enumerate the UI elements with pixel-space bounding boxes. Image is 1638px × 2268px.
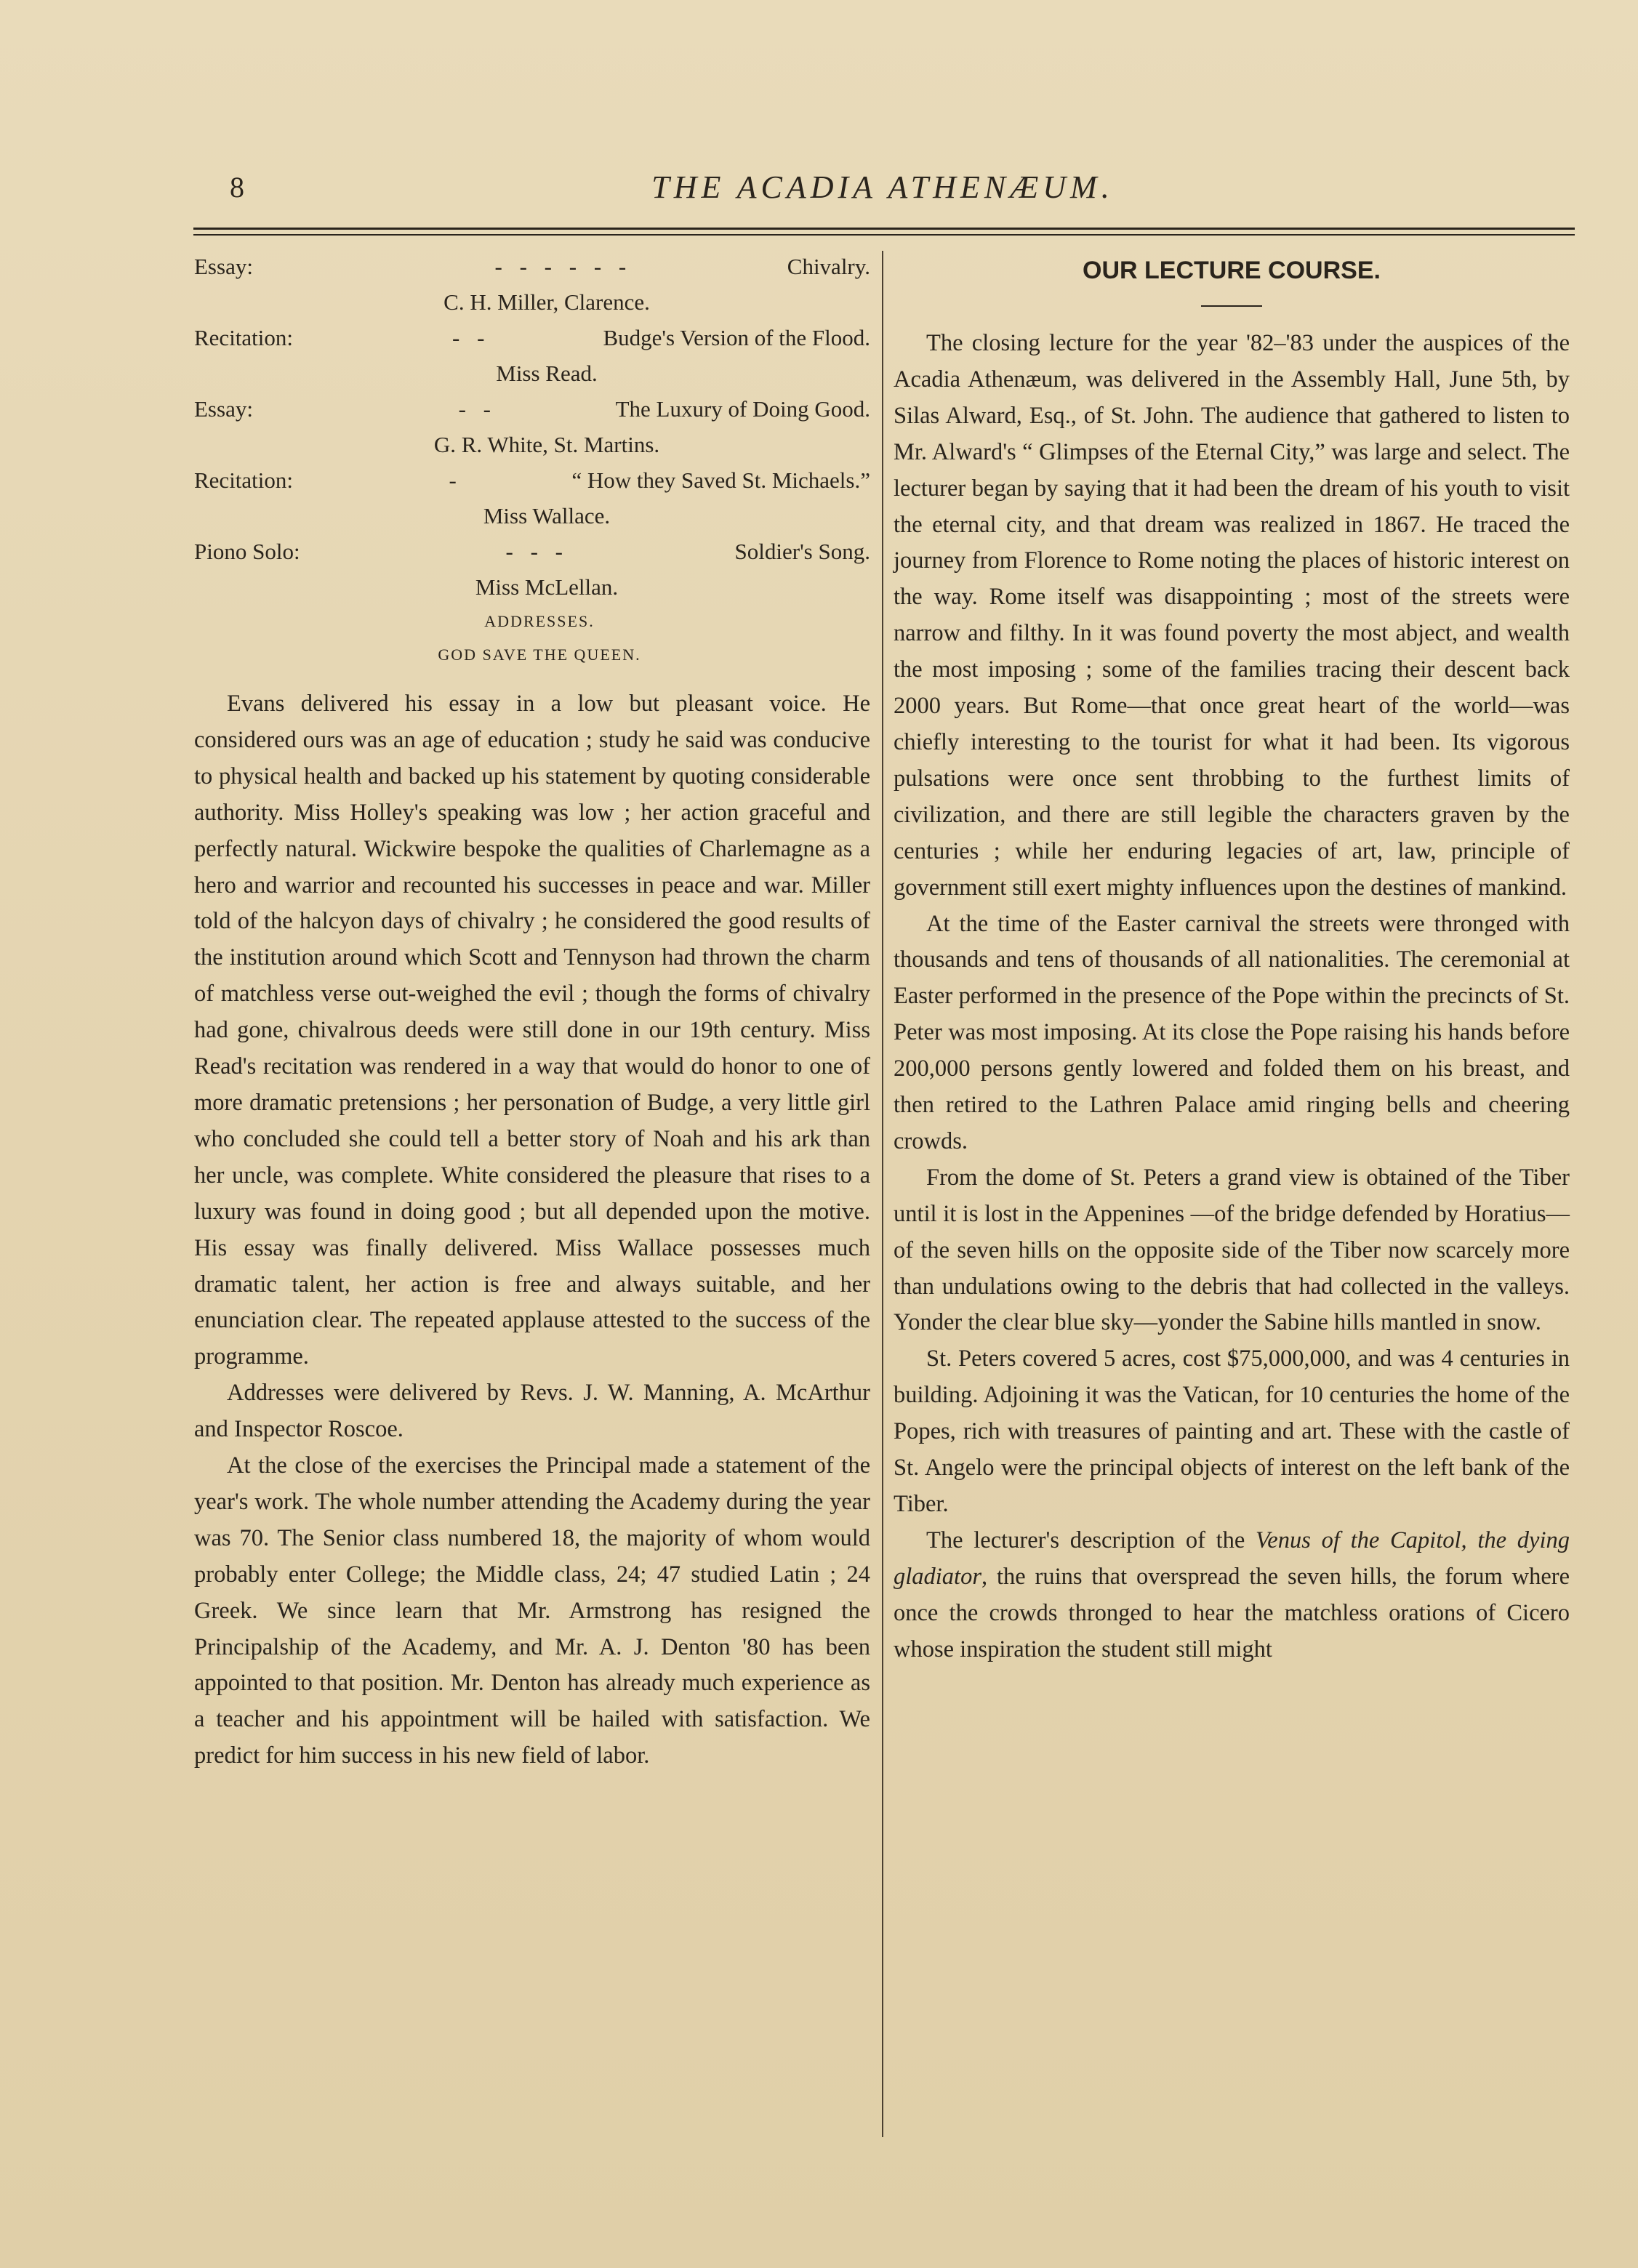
heading-rule: [1201, 305, 1262, 307]
programme-item-dots: - - -: [505, 539, 569, 564]
programme-closing: GOD SAVE THE QUEEN.: [438, 646, 641, 664]
header-rule-thin: [193, 234, 1575, 236]
column-divider: [882, 251, 883, 2137]
lecture-article-text: [894, 326, 1570, 1668]
page-number: 8: [230, 171, 244, 204]
programme-item-title: Soldier's Song.: [734, 539, 870, 564]
paragraph: Evans delivered his essay in a low but pleasant voice. He considered ours was an age of education ; study he said was conducive to physical health and backed up his statement by quoting considerable authority. Miss Holley's speaking was low ; her action graceful and perfectly natural. Wickwire bespoke the qualities of Charlemagne as a hero and warrior and recounted his successes in peace and war. Miller told of the halcyon days of chivalry ; he considered the good results of the institution around which Scott and Tennyson had thrown the charm of matchless verse out-weighed the evil ; though the forms of chivalry had gone, chivalrous deeds were still done in our 19th century. Miss Read's recitation was rendered in a way that would do honor to one of more dramatic pretensions ; her personation of Budge, a very little girl who concluded she could tell a better story of Noah and his ark than her uncle, was complete. White considered the pleasure that rises to a luxury was found in doing good ; but all depended upon the motive. His essay was finally delivered. Miss Wallace possesses much dramatic talent, her action is free and always suitable, and her enunciation clear. The repeated applause attested to the success of the programme.: [194, 691, 870, 1370]
programme-item-dots: -: [449, 467, 462, 493]
programme-item-title: The Luxury of Doing Good.: [615, 396, 870, 422]
programme-item-type: Essay:: [194, 396, 253, 422]
programme-item-performer: Miss McLellan.: [475, 574, 619, 600]
paragraph: The closing lecture for the year '82–'83 under the auspices of the Acadia Athenæum, was delivered in the Assembly Hall, June 5th, by Silas Alward, Esq., of St. John. The audience that gathered to listen to Mr. Alward's “ Glimpses of the Eternal City,” was large and select. The lecturer began by saying that it had been the dream of his youth to visit the eternal city, and that dream was realized in 1867. He traced the journey from Florence to Rome noting the places of historic interest on the way. Rome itself was disappointing ; most of the streets were narrow and filthy. In it was found poverty the most abject, and wealth the most imposing ; some of the families tracing their descent back 2000 years. But Rome—that once great heart of the world—was chiefly interesting to the tourist for what it had been. Its vigorous pulsations were once sent throbbing to the furthest limits of civilization, and there are still legible the characters graven by the centuries ; while her enduring legacies of art, law, principle of government still exert mighty influences upon the destines of mankind.: [894, 330, 1570, 901]
programme-item: [194, 462, 870, 499]
programme-item-dots: - - - - - -: [494, 254, 633, 279]
left-article-text: [194, 686, 870, 1774]
programme-item-title: “ How they Saved St. Michaels.”: [571, 467, 870, 493]
section-heading: OUR LECTURE COURSE.: [1083, 257, 1381, 284]
left-column: [194, 249, 870, 1774]
programme-item-type: Essay:: [194, 254, 253, 279]
programme-item: [194, 534, 870, 570]
paragraph: At the close of the exercises the Principal made a statement of the year's work. The whole number attending the Academy during the year was 70. The Senior class numbered 18, the majority of whom would probably enter College; the Middle class, 24; 47 studied Latin ; 24 Greek. We since learn that Mr. Armstrong has resigned the Principalship of the Academy, and Mr. A. J. Denton '80 has been appointed to that position. Mr. Denton has already much experience as a teacher and his appointment will be hailed with satisfaction. We predict for him success in his new field of labor.: [194, 1452, 870, 1769]
paragraph: St. Peters covered 5 acres, cost $75,000,000, and was 4 centuries in building. Adjoining it was the Vatican, for 10 centuries the home of the Popes, rich with treasures of painting and art. These with the castle of St. Angelo were the principal objects of interest on the left bank of the Tiber.: [894, 1346, 1570, 1517]
header-rule-thick: [193, 228, 1575, 230]
programme-addresses: ADDRESSES.: [484, 612, 595, 630]
programme-item-title: Chivalry.: [787, 254, 870, 279]
programme-item-performer: G. R. White, St. Martins.: [433, 432, 660, 457]
paragraph: From the dome of St. Peters a grand view is obtained of the Tiber until it is lost in the Appenines —of the bridge defended by Horatius—of the seven hills on the opposite side of the Tiber now scarcely more than undulations owing to the debris that had collected in the valleys. Yonder the clear blue sky—yonder the Sabine hills mantled in snow.: [894, 1164, 1570, 1336]
journal-title: THE ACADIA ATHENÆUM.: [651, 169, 1114, 205]
programme-item-type: Recitation:: [194, 467, 294, 493]
programme-item-dots: - -: [458, 396, 497, 422]
right-column: [894, 249, 1570, 1668]
programme-item: [194, 249, 870, 285]
paragraph: [894, 1523, 1570, 1668]
programme-item-title: Budge's Version of the Flood.: [603, 325, 870, 350]
programme-item: [194, 391, 870, 427]
text-run: The lecturer's description of the: [926, 1527, 1256, 1553]
programme-item-type: Recitation:: [194, 325, 294, 350]
programme-item-dots: - -: [452, 325, 491, 350]
text-run: , the ruins that overspread the seven hills, the forum where once the crowds thronged to hear the matchless orations of Cicero whose inspiration the student still might: [894, 1563, 1570, 1662]
paragraph: Addresses were delivered by Revs. J. W. Manning, A. McArthur and Inspector Roscoe.: [194, 1380, 870, 1443]
programme-item-performer: Miss Wallace.: [483, 503, 611, 528]
programme-item: [194, 320, 870, 356]
programme-item-type: Piono Solo:: [194, 539, 300, 564]
programme-item-performer: C. H. Miller, Clarence.: [443, 289, 650, 315]
page-header: [192, 169, 1573, 212]
programme-item-performer: Miss Read.: [496, 361, 598, 386]
paragraph: At the time of the Easter carnival the streets were thronged with thousands and tens of thousands of all nationalities. The ceremonial at Easter performed in the presence of the Pope within the precincts of St. Peter was most imposing. At its close the Pope raising his hands before 200,000 persons gently lowered and folded them on his breast, and then retired to the Lathren Palace amid ringing bells and cheering crowds.: [894, 910, 1570, 1154]
italic-text-run: Venus of the Capitol, the dying gladiator: [894, 1527, 1570, 1590]
programme-list: [194, 249, 870, 672]
